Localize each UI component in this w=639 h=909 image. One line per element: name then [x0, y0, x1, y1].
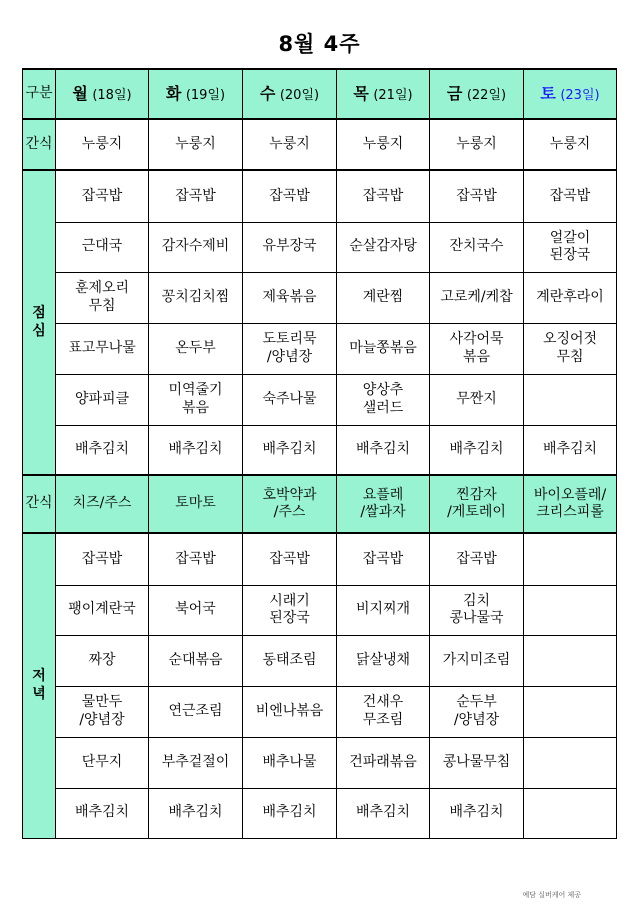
menu-item-text: 순두부 /양념장 [453, 694, 500, 728]
menu-cell [337, 272, 430, 323]
menu-cell [243, 170, 337, 222]
menu-item-text: 오징어젓 무침 [542, 331, 598, 365]
menu-item-text: 계란찜 [362, 288, 404, 305]
menu-cell [524, 222, 617, 272]
menu-item-text: 잡곡밥 [81, 550, 123, 567]
menu-cell [56, 788, 149, 838]
menu-item-text: 연근조림 [168, 702, 223, 719]
dinner-row [23, 737, 617, 788]
menu-item-text: 찐감자 /게토레이 [447, 486, 506, 520]
menu-cell [430, 686, 524, 737]
menu-item-text: 잡곡밥 [81, 187, 123, 204]
menu-cell [337, 788, 430, 838]
menu-cell [337, 737, 430, 788]
menu-cell [337, 374, 430, 425]
menu-cell [149, 585, 243, 635]
menu-item-text: 배추김치 [355, 441, 411, 457]
menu-item-text: 토마토 [175, 495, 216, 512]
menu-item-text: 팽이계란국 [68, 601, 136, 618]
lunch-row [23, 222, 617, 272]
footer-credit: 예담 실버케어 제공 [522, 891, 581, 899]
menu-item-text: 콩나물무침 [442, 753, 511, 770]
menu-cell [149, 222, 243, 272]
menu-cell [430, 635, 524, 686]
category-header: 구분 [23, 69, 56, 119]
menu-cell [149, 374, 243, 425]
menu-cell [149, 170, 243, 222]
menu-cell [524, 475, 617, 533]
menu-cell [524, 533, 617, 585]
menu-item-text: 시래기 된장국 [269, 592, 310, 626]
menu-cell [243, 533, 337, 585]
menu-cell [56, 533, 149, 585]
menu-cell [337, 585, 430, 635]
menu-cell [243, 475, 337, 533]
menu-cell [524, 425, 617, 475]
menu-item-text: 누룽지 [81, 135, 123, 152]
menu-cell [243, 272, 337, 323]
menu-cell [56, 686, 149, 737]
menu-cell [56, 635, 149, 686]
menu-item-text: 닭살냉채 [355, 651, 411, 668]
menu-cell [243, 374, 337, 425]
dinner-row [23, 788, 617, 838]
menu-item-text: 북어국 [175, 601, 216, 618]
dinner-row [23, 533, 617, 585]
menu-cell [524, 788, 617, 838]
menu-item-text: 배추김치 [449, 441, 504, 457]
menu-item-text: 비엔나볶음 [255, 702, 324, 719]
lunch-row [23, 425, 617, 475]
menu-cell [56, 585, 149, 635]
menu-cell [430, 737, 524, 788]
menu-cell [149, 425, 243, 475]
lunch-row [23, 170, 617, 222]
menu-item-text: 치즈/주스 [72, 495, 132, 512]
menu-item-text: 미역줄기 볶음 [168, 382, 223, 416]
menu-cell [524, 585, 617, 635]
menu-item-text: 숙주나물 [262, 390, 317, 407]
menu-item-text: 잡곡밥 [362, 187, 404, 204]
menu-item-text: 누룽지 [175, 135, 216, 152]
menu-item-text: 근대국 [81, 238, 123, 255]
menu-cell [243, 635, 337, 686]
menu-cell [430, 585, 524, 635]
menu-cell [56, 475, 149, 533]
menu-cell [56, 374, 149, 425]
menu-item-text: 부추겉절이 [161, 753, 230, 770]
menu-cell [430, 119, 524, 170]
menu-item-text: 잔치국수 [449, 238, 504, 255]
menu-item-text: 배추김치 [449, 804, 504, 821]
day-header-wed: 수 (20일) [243, 69, 337, 119]
menu-item-text: 호박약과 /주스 [262, 486, 317, 520]
menu-cell [149, 272, 243, 323]
menu-cell [149, 475, 243, 533]
menu-item-text: 양상추 샐러드 [362, 382, 404, 416]
header-row [23, 69, 617, 119]
menu-cell [337, 323, 430, 374]
menu-cell [56, 425, 149, 475]
menu-item-text: 잡곡밥 [456, 550, 497, 567]
menu-item-text: 훈제오리 무침 [74, 280, 130, 314]
menu-item-text: 누룽지 [269, 135, 310, 152]
menu-item-text: 잡곡밥 [269, 187, 310, 204]
menu-cell [524, 323, 617, 374]
menu-item-text: 무짠지 [456, 390, 497, 407]
menu-item-text: 누룽지 [456, 135, 497, 152]
menu-cell [524, 170, 617, 222]
menu-item-text: 물만두 /양념장 [79, 694, 125, 728]
menu-cell [430, 475, 524, 533]
menu-item-text: 가지미조림 [442, 651, 511, 668]
menu-item-text: 표고무나물 [68, 339, 136, 356]
menu-cell [243, 788, 337, 838]
menu-item-text: 도토리묵 /양념장 [262, 331, 317, 365]
menu-item-text: 잡곡밥 [549, 187, 591, 204]
menu-cell [56, 170, 149, 222]
menu-cell [337, 170, 430, 222]
menu-item-text: 유부장국 [262, 238, 317, 255]
menu-cell [243, 119, 337, 170]
menu-cell [430, 272, 524, 323]
menu-cell [430, 374, 524, 425]
menu-item-text: 계란후라이 [536, 288, 604, 305]
menu-item-text: 짜장 [88, 651, 116, 668]
day-header-tue: 화 (19일) [149, 69, 243, 119]
menu-cell [524, 272, 617, 323]
menu-cell [243, 222, 337, 272]
menu-cell [337, 425, 430, 475]
day-header-thu: 목 (21일) [337, 69, 430, 119]
menu-item-text: 바이오플레/ 크리스피롤 [533, 486, 607, 520]
menu-item-text: 온두부 [175, 339, 216, 356]
day-header-mon: 월 (18일) [56, 69, 149, 119]
page-title: 8월 4주 [278, 32, 361, 56]
menu-item-text: 배추김치 [74, 441, 130, 457]
menu-cell [149, 686, 243, 737]
menu-item-text: 배추김치 [74, 804, 130, 821]
menu-item-text: 김치 콩나물국 [449, 592, 504, 626]
menu-cell [524, 686, 617, 737]
section-label: 간식 [23, 119, 56, 170]
section-label: 점 심 [23, 170, 56, 475]
dinner-row [23, 686, 617, 737]
section-label: 간식 [23, 475, 56, 533]
menu-item-text: 순살감자탕 [349, 238, 417, 255]
menu-item-text: 제육볶음 [262, 288, 317, 305]
menu-item-text: 얼갈이 된장국 [549, 229, 591, 263]
menu-cell [524, 737, 617, 788]
menu-cell [524, 119, 617, 170]
menu-item-text: 건새우 무조림 [362, 694, 404, 728]
menu-item-text: 건파래볶음 [349, 753, 417, 770]
menu-cell [430, 533, 524, 585]
menu-cell [56, 222, 149, 272]
menu-cell [430, 323, 524, 374]
menu-cell [149, 119, 243, 170]
menu-cell [337, 475, 430, 533]
menu-item-text: 잡곡밥 [362, 550, 404, 567]
menu-item-text: 배추나물 [262, 753, 317, 770]
menu-item-text: 잡곡밥 [269, 550, 310, 567]
menu-cell [149, 533, 243, 585]
section-label: 저 녁 [23, 533, 56, 838]
menu-item-text: 누룽지 [549, 135, 591, 152]
menu-item-text: 사각어묵 볶음 [449, 331, 504, 365]
menu-cell [243, 737, 337, 788]
menu-cell [243, 585, 337, 635]
menu-cell [430, 222, 524, 272]
menu-cell [56, 323, 149, 374]
menu-cell [430, 170, 524, 222]
menu-cell [56, 272, 149, 323]
menu-item-text: 순대볶음 [168, 651, 223, 668]
dinner-row [23, 585, 617, 635]
menu-item-text: 배추김치 [168, 804, 223, 821]
menu-item-text: 요플레 /쌀과자 [360, 486, 406, 520]
menu-item-text: 단무지 [81, 753, 123, 770]
menu-item-text: 동태조림 [262, 651, 317, 668]
menu-cell [149, 323, 243, 374]
menu-item-text: 감자수제비 [161, 238, 230, 255]
lunch-row [23, 374, 617, 425]
morning-snack-row [23, 119, 617, 170]
weekly-menu-table [22, 68, 617, 839]
lunch-row [23, 272, 617, 323]
menu-cell [243, 425, 337, 475]
day-header-sat: 토 (23일) [524, 69, 617, 119]
menu-item-text: 배추김치 [542, 441, 598, 457]
menu-cell [337, 533, 430, 585]
menu-item-text: 양파피클 [74, 390, 130, 407]
menu-cell [243, 323, 337, 374]
menu-cell [149, 737, 243, 788]
menu-cell [337, 222, 430, 272]
menu-item-text: 배추김치 [262, 441, 317, 457]
menu-cell [524, 635, 617, 686]
menu-item-text: 꽁치김치찜 [161, 288, 230, 305]
menu-cell [337, 119, 430, 170]
menu-cell [337, 635, 430, 686]
menu-item-text: 배추김치 [355, 804, 411, 821]
menu-item-text: 배추김치 [262, 804, 317, 821]
menu-cell [430, 425, 524, 475]
afternoon-snack-row [23, 475, 617, 533]
lunch-row [23, 323, 617, 374]
menu-item-text: 잡곡밥 [175, 187, 216, 204]
menu-cell [56, 119, 149, 170]
menu-item-text: 비지찌개 [355, 601, 411, 618]
dinner-row [23, 635, 617, 686]
menu-item-text: 누룽지 [362, 135, 404, 152]
menu-item-text: 배추김치 [168, 441, 223, 457]
menu-item-text: 잡곡밥 [456, 187, 497, 204]
menu-cell [149, 635, 243, 686]
day-header-fri: 금 (22일) [430, 69, 524, 119]
menu-item-text: 고로케/케찹 [440, 288, 513, 305]
menu-cell [243, 686, 337, 737]
menu-item-text: 잡곡밥 [175, 550, 216, 567]
menu-cell [524, 374, 617, 425]
menu-item-text: 마늘쫑볶음 [349, 339, 417, 356]
menu-cell [337, 686, 430, 737]
menu-cell [149, 788, 243, 838]
menu-cell [56, 737, 149, 788]
menu-cell [430, 788, 524, 838]
